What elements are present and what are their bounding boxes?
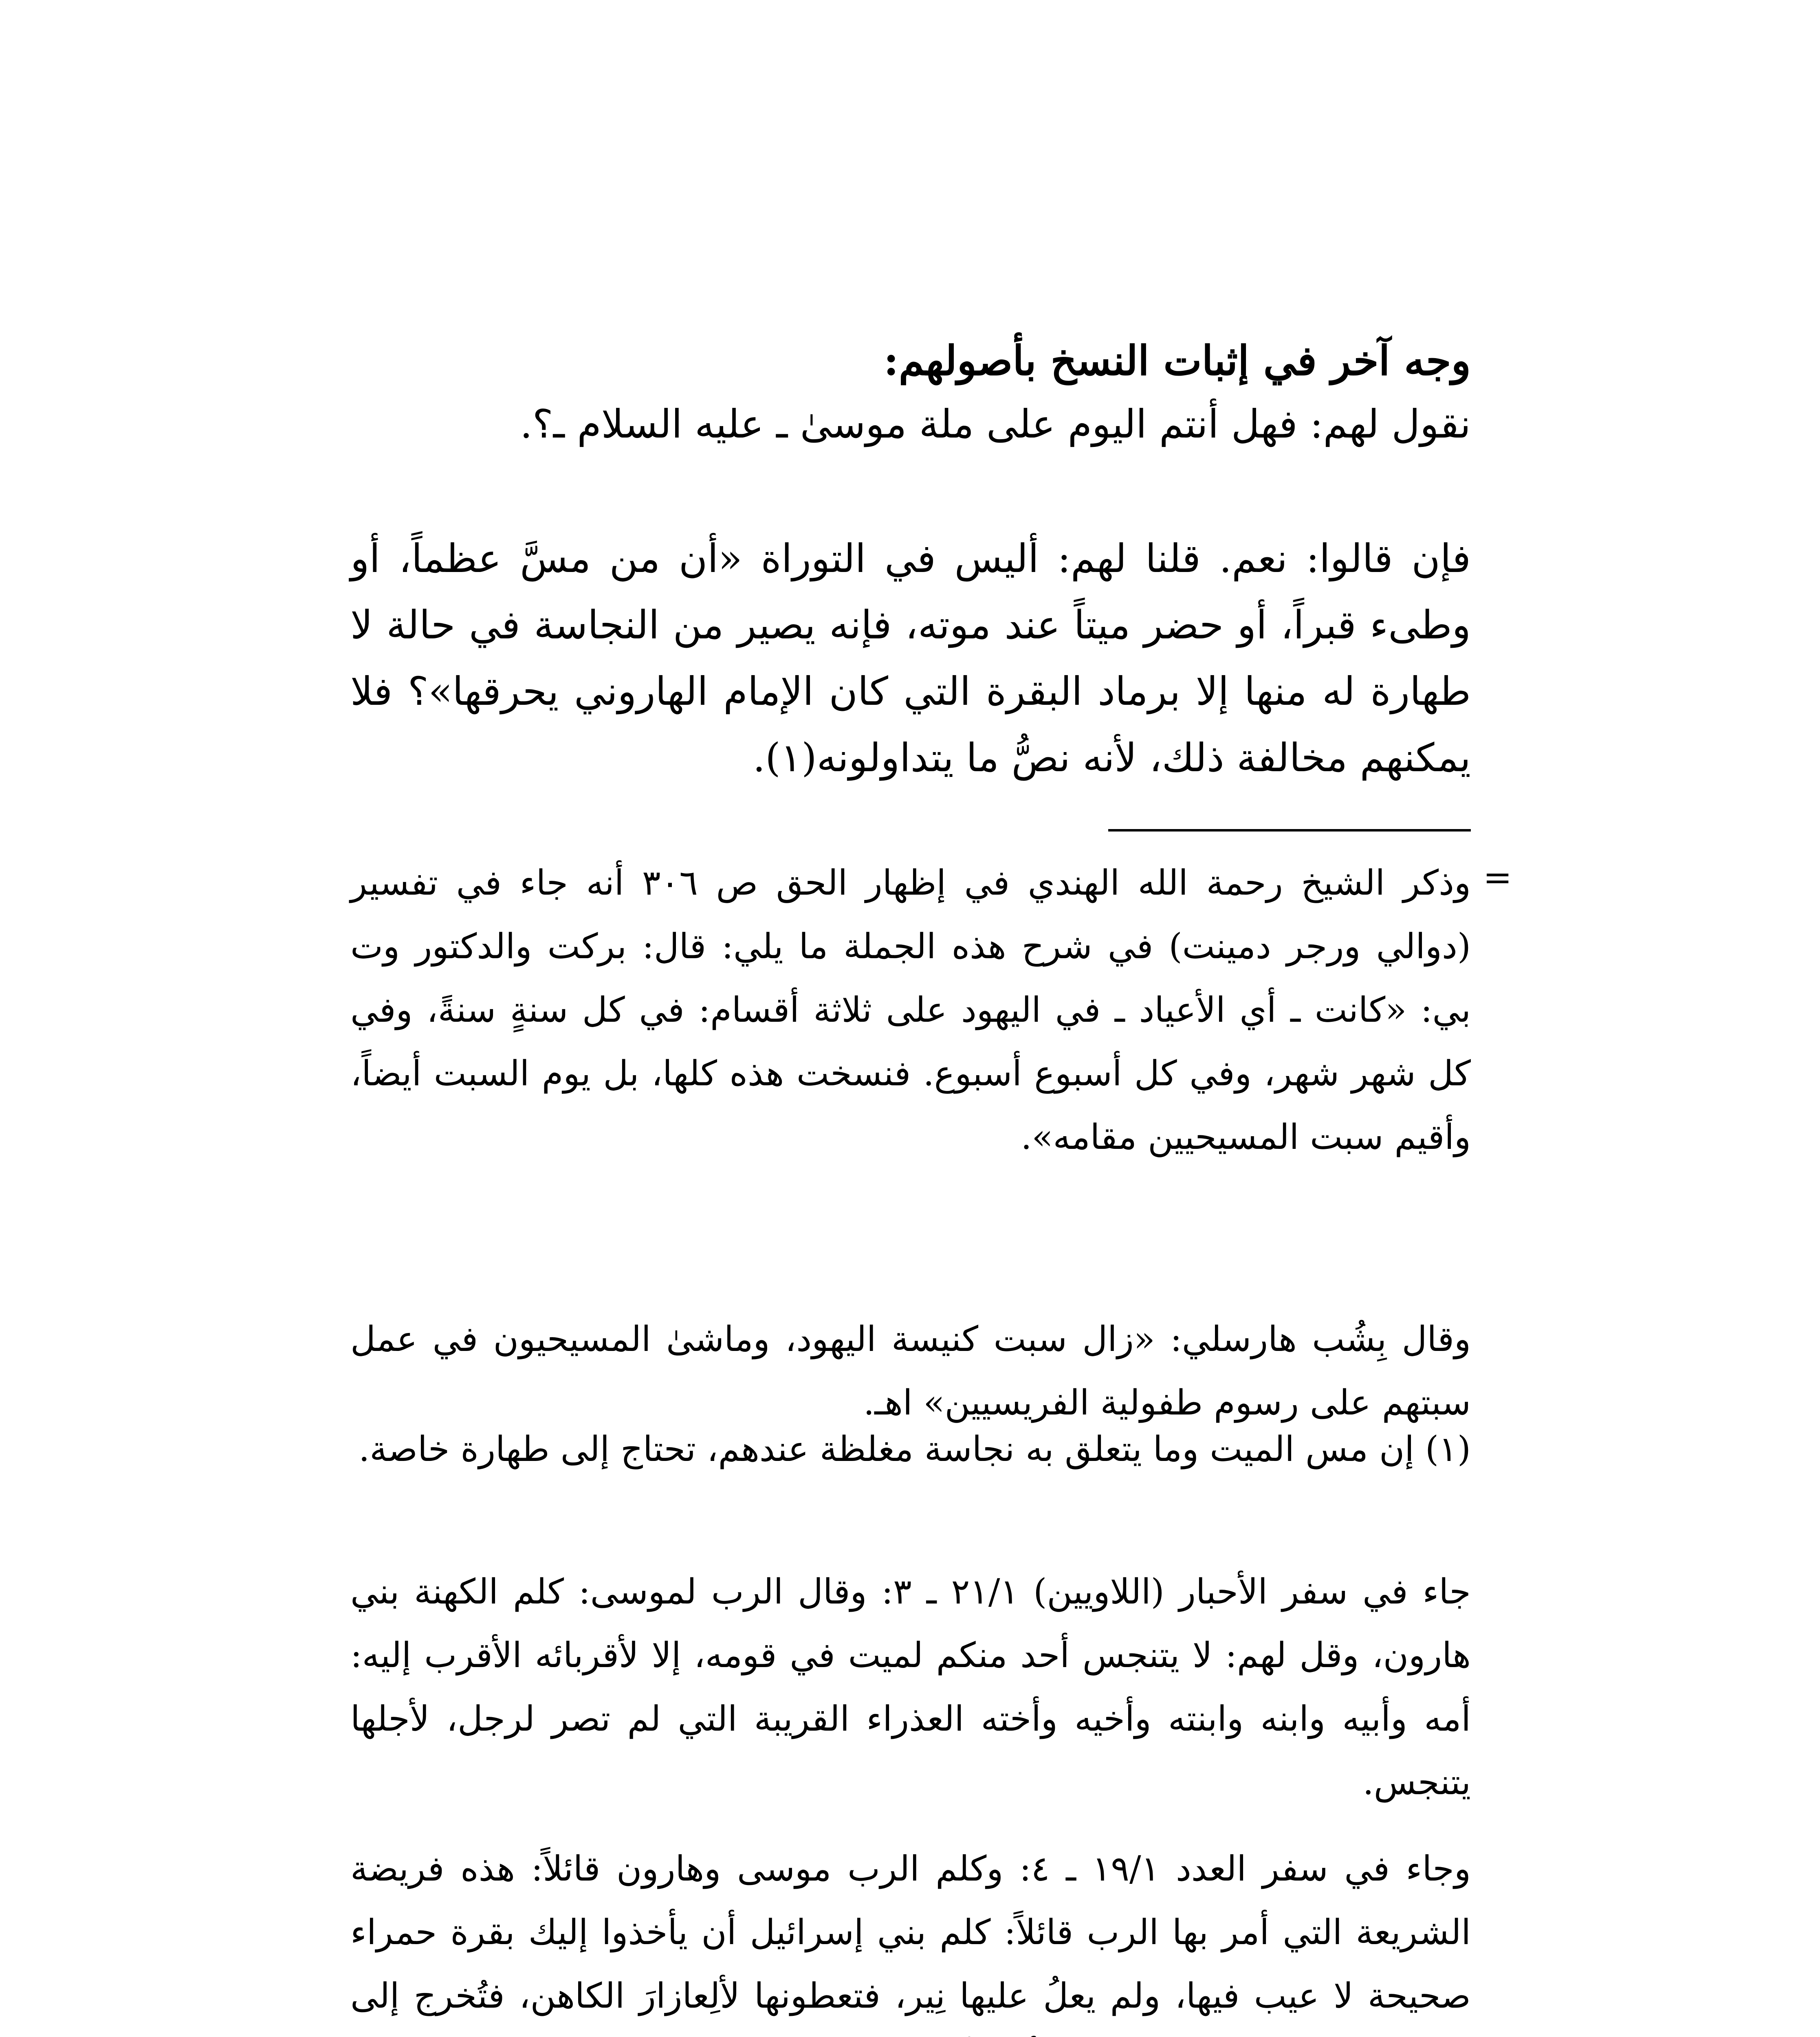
- footnote-quote: وقال بِشُب هارسلي: «زال سبت كنيسة اليهود، وماشىٰ المسيحيون في عمل سبتهم على رسوم طفولية الفريسيين» اهـ.: [350, 1319, 1471, 1423]
- footnote-leviticus-quote: جاء في سفر الأحبار (اللاويين) ٢١/١ ـ ٣: وقال الرب لموسى: كلم الكهنة بني هارون، وقل لهم: لا يتنجس أحد منكم لميت في قومه، إلا لأقربائه الأقرب إليه: أمه وأبيه وابنه وابنته وأخيه وأخته العذراء القريبة التي لم تصر لرجل، لأجلها يتنجس.: [350, 1572, 1471, 1803]
- footnote-separator: [1108, 829, 1471, 832]
- body-paragraph: فإن قالوا: نعم. قلنا لهم: أليس في التوراة «أن من مسَّ عظماً، أو وطىء قبراً، أو حضر ميتاً عند موته، فإنه يصير من النجاسة في حالة لا طهارة له منها إلا برماد البقرة التي كان الإمام الهاروني يحرقها»؟ فلا يمكنهم مخالفة ذلك، لأنه نصُّ ما يتداولونه(١).: [350, 536, 1471, 781]
- section-heading: وجه آخر في إثبات النسخ بأصولهم:: [883, 337, 1471, 385]
- footnote-1: (١) إن مس الميت وما يتعلق به نجاسة مغلظة عندهم، تحتاج إلى طهارة خاصة.: [359, 1429, 1471, 1469]
- footnote-continuation: وذكر الشيخ رحمة الله الهندي في إظهار الحق ص ٣٠٦ أنه جاء في تفسير (دوالي ورجر دمينت) في شرح هذه الجملة ما يلي: قال: بركت والدكتور وت بي: «كانت ـ أي الأعياد ـ في اليهود على ثلاثة أقسام: في كل سنةٍ سنةً، وفي كل شهر شهر، وفي كل أسبوع أسبوع. فنسخت هذه كلها، بل يوم السبت أيضاً، وأقيم سبت المسيحيين مقامه».: [350, 863, 1471, 1157]
- body-paragraph: نقول لهم: فهل أنتم اليوم على ملة موسىٰ ـ عليه السلام ـ؟.: [520, 401, 1471, 447]
- footnote-continuation-mark: =: [1483, 858, 1512, 898]
- footnote-numbers-quote: وجاء في سفر العدد ١٩/١ ـ ٤: وكلم الرب موسى وهارون قائلاً: هذه فريضة الشريعة التي أمر بها الرب قائلاً: كلم بني إسرائيل أن يأخذوا إليك بقرة حمراء صحيحة لا عيب فيها، ولم يعلُ عليها نِير، فتعطونها لألِعازارَ الكاهن، فتُخرج إلى: [350, 1849, 1471, 2016]
